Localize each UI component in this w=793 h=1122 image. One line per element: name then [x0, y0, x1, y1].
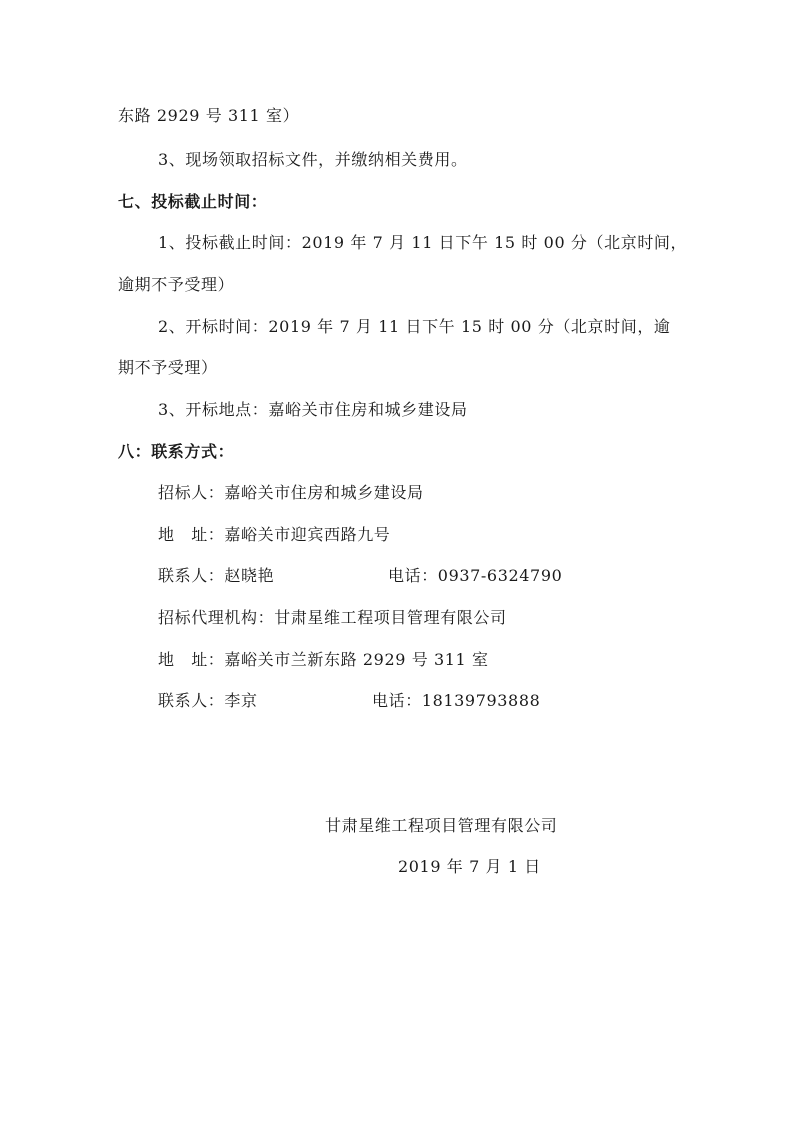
contact-tenderer-person: 联系人：赵晓艳: [158, 566, 275, 585]
contact-agency-address: 地 址：嘉峪关市兰新东路 2929 号 311 室: [158, 650, 489, 669]
address-continuation: 东路 2929 号 311 室）: [118, 106, 300, 125]
item-opening-time-cont: 期不予受理）: [118, 358, 218, 377]
contact-agency-phone: 电话：18139793888: [372, 691, 541, 710]
item-bid-deadline-cont: 逾期不予受理）: [118, 275, 235, 294]
item-collect-documents: 3、现场领取招标文件，并缴纳相关费用。: [158, 150, 468, 169]
contact-tenderer-phone: 电话：0937-6324790: [388, 566, 563, 585]
contact-agency-person: 联系人：李京: [158, 691, 258, 710]
contact-tenderer-address: 地 址：嘉峪关市迎宾西路九号: [158, 525, 391, 544]
contact-agency: 招标代理机构：甘肃星维工程项目管理有限公司: [158, 608, 507, 627]
section-heading-deadline: 七、投标截止时间：: [118, 192, 268, 211]
contact-tenderer: 招标人：嘉峪关市住房和城乡建设局: [158, 483, 424, 502]
item-bid-deadline: 1、投标截止时间：2019 年 7 月 11 日下午 15 时 00 分（北京时间，: [158, 233, 688, 252]
signature-company: 甘肃星维工程项目管理有限公司: [325, 816, 558, 835]
signature-date: 2019 年 7 月 1 日: [398, 857, 541, 876]
section-heading-contact: 八：联系方式：: [118, 442, 235, 461]
item-opening-location: 3、开标地点：嘉峪关市住房和城乡建设局: [158, 400, 468, 419]
item-opening-time: 2、开标时间：2019 年 7 月 11 日下午 15 时 00 分（北京时间，逾: [158, 317, 671, 336]
